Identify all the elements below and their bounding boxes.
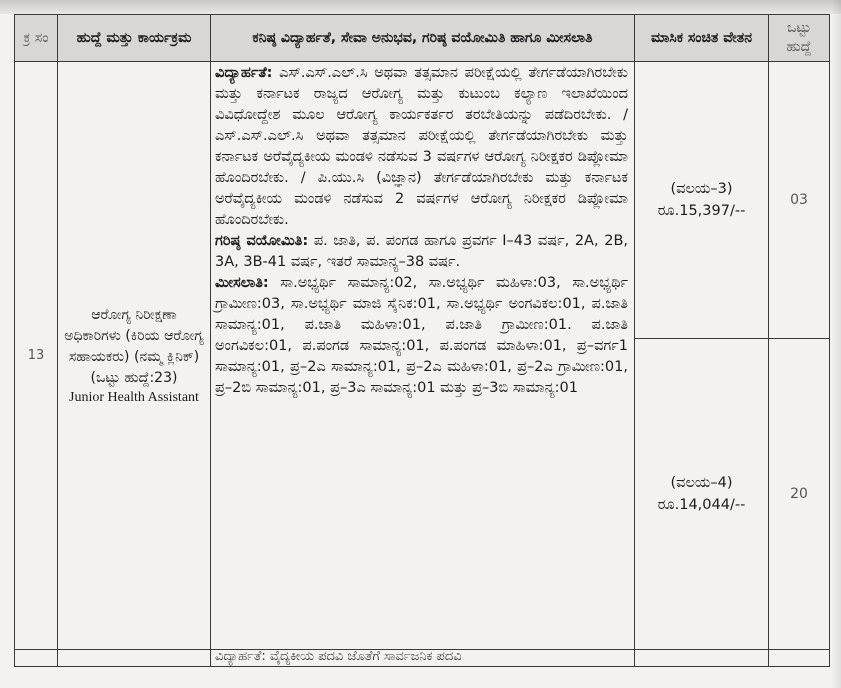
education-paragraph	[215, 63, 628, 231]
reservation-text: ಸಾ.ಅಭ್ಯರ್ಥಿ ಸಾಮಾನ್ಯ:02, ಸಾ.ಅಭ್ಯರ್ಥಿ ಮಹಿಳಾ:03, ಸಾ.ಅಭ್ಯರ್ಥಿ ಗ್ರಾಮೀಣ:03, ಸಾ.ಅಭ್ಯರ್ಥಿ ಮಾಜಿ ಸೈನಿಕ:01, ಸಾ.ಅಭ್ಯರ್ಥಿ ಅಂಗವಿಕಲ:01, ಪ.ಜಾತಿ ಸಾಮಾನ್ಯ:01, ಪ.ಜಾತಿ ಮಹಿಳಾ:01, ಪ.ಜಾತಿ ಗ್ರಾಮೀಣ:01. ಪ.ಜಾತಿ ಅಂಗವಿಕಲ:01, ಪ.ಪಂಗಡ ಸಾಮಾನ್ಯ:01, ಪ.ಪಂಗಡ ಮಾಹಿಳಾ:01, ಪ್ರ–ವರ್ಗ1 ಸಾಮಾನ್ಯ:01, ಪ್ರ–2ಎ ಸಾಮಾನ್ಯ:01, ಪ್ರ–2ಎ ಮಹಿಳಾ:01, ಪ್ರ–2ಎ ಗ್ರಾಮೀಣ:01, ಪ್ರ–2ಬಿ ಸಾಮಾನ್ಯ:01, ಪ್ರ–3ಎ ಸಾಮಾನ್ಯ:01 ಮತ್ತು ಪ್ರ–3ಬಿ ಸಾಮಾನ್ಯ:01	[215, 275, 629, 396]
age-paragraph	[215, 231, 628, 273]
age-label: ಗರಿಷ್ಠ ವಯೋಮಿತಿ:	[215, 233, 309, 249]
partial-posts-cell	[769, 650, 830, 667]
recruitment-table	[14, 14, 830, 667]
header-qualification: ಕನಿಷ್ಠ ವಿದ್ಯಾರ್ಹತೆ, ಸೇವಾ ಅನುಭವ, ಗರಿಷ್ಠ ವಯೋಮಿತಿ ಹಾಗೂ ಮೀಸಲಾತಿ	[211, 15, 635, 62]
partial-post-cell	[58, 650, 211, 667]
partial-qualification-cell: ವಿದ್ಯಾರ್ಹತೆ: ವೈದ್ಯಕೀಯ ಪದವಿ ಜೊತೆಗೆ ಸಾರ್ವಜನಿಕ ಪದವಿ	[211, 650, 635, 667]
posts-cell-zone3: 03	[769, 62, 830, 339]
header-sl-no: ಕ್ರ ಸಂ	[15, 15, 58, 62]
salary-zone3-label: (ವಲಯ–3)	[670, 181, 733, 197]
salary-zone3-amount: ರೂ.15,397/--	[657, 203, 746, 219]
post-cell	[58, 62, 211, 650]
post-name-kannada: ಆರೋಗ್ಯ ನಿರೀಕ್ಷಣಾ ಅಧಿಕಾರಿಗಳು (ಕಿರಿಯ ಆರೋಗ್ಯ ಸಹಾಯಕರು) (ನಮ್ಮ ಕ್ಲಿನಿಕ್) (ಒಟ್ಟು ಹುದ್ದೆ:23)	[64, 306, 204, 386]
education-text: ಎಸ್.ಎಸ್.ಎಲ್.ಸಿ ಅಥವಾ ತತ್ಸಮಾನ ಪರೀಕ್ಷೆಯಲ್ಲಿ ತೇರ್ಗಡೆಯಾಗಿರಬೇಕು ಮತ್ತು ಕರ್ನಾಟಕ ರಾಜ್ಯದ ಆರೋಗ್ಯ ಮತ್ತು ಕುಟುಂಬ ಕಲ್ಯಾಣ ಇಲಾಖೆಯಿಂದ ವಿವಿಧೋದ್ದೇಶ ಮೂಲ ಆರೋಗ್ಯ ಕಾರ್ಯಕರ್ತರ ತರಬೇತಿಯನ್ನು ಪಡೆದಿರಬೇಕು. / ಎಸ್.ಎಸ್.ಎಲ್.ಸಿ ಅಥವಾ ತತ್ಸಮಾನ ಪರೀಕ್ಷೆಯಲ್ಲಿ ತೇರ್ಗಡೆಯಾಗಿರಬೇಕು ಮತ್ತು ಕರ್ನಾಟಕ ಅರೆವೈದ್ಯಕೀಯ ಮಂಡಳಿ ನಡೆಸುವ 3 ವರ್ಷಗಳ ಆರೋಗ್ಯ ನಿರೀಕ್ಷಕರ ಡಿಪ್ಲೋಮಾ ಹೊಂದಿರಬೇಕು. / ಪಿ.ಯು.ಸಿ (ವಿಜ್ಞಾನ) ತೇರ್ಗಡೆಯಾಗಿರಬೇಕು ಮತ್ತು ಕರ್ನಾಟಕ ಅರೆವೈದ್ಯಕೀಯ ಮಂಡಳಿ ನಡೆಸುವ 2 ವರ್ಷಗಳ ಆರೋಗ್ಯ ನಿರೀಕ್ಷಕರ ಡಿಪ್ಲೋಮಾ ಹೊಂದಿರಬೇಕು.	[215, 65, 628, 228]
salary-cell-zone4	[635, 339, 769, 650]
salary-cell-zone3	[635, 62, 769, 339]
age-text: ಪ. ಜಾತಿ, ಪ. ಪಂಗಡ ಹಾಗೂ ಪ್ರವರ್ಗ I–43 ವರ್ಷ, 2A, 2B, 3A, 3B-41 ವರ್ಷ, ಇತರೆ ಸಾಮಾನ್ಯ–38 ವರ್ಷ.	[215, 233, 628, 270]
reservation-paragraph	[215, 273, 628, 399]
header-total-posts: ಒಟ್ಟು ಹುದ್ದೆ	[769, 15, 830, 62]
reservation-label: ಮೀಸಲಾತಿ:	[215, 275, 269, 291]
page-top-edge	[0, 0, 841, 14]
partial-salary-cell	[635, 650, 769, 667]
sl-no-cell: 13	[15, 62, 58, 650]
table-row	[15, 62, 830, 339]
qualification-cell	[211, 62, 635, 650]
table-header-row	[15, 15, 830, 62]
salary-zone4-amount: ರೂ.14,044/--	[657, 497, 746, 513]
scan-edge-shadow	[831, 0, 841, 688]
header-post-program: ಹುದ್ದೆ ಮತ್ತು ಕಾರ್ಯಕ್ರಮ	[58, 15, 211, 62]
education-label: ವಿದ್ಯಾರ್ಹತೆ:	[215, 65, 273, 81]
partial-sl-cell	[15, 650, 58, 667]
posts-cell-zone4: 20	[769, 339, 830, 650]
header-salary: ಮಾಸಿಕ ಸಂಚಿತ ವೇತನ	[635, 15, 769, 62]
table-row-partial	[15, 650, 830, 667]
salary-zone4-label: (ವಲಯ–4)	[670, 475, 733, 491]
post-name-english: Junior Health Assistant	[69, 389, 199, 405]
